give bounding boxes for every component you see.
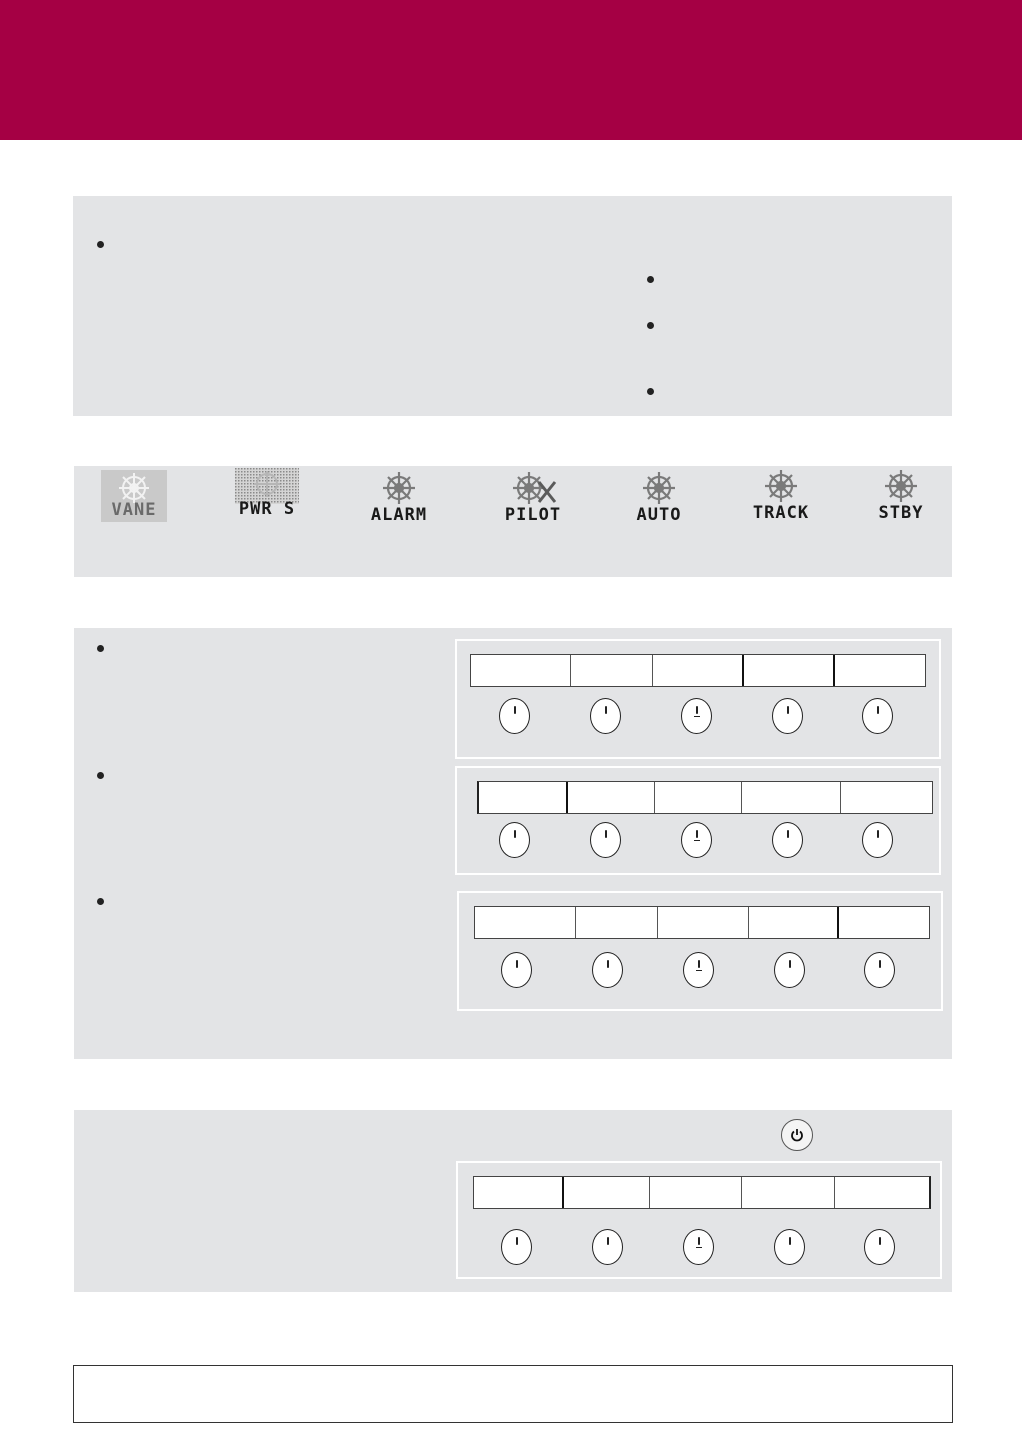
mode-icon-pwr-s — [234, 468, 300, 520]
rotary-knob-icon[interactable] — [681, 698, 712, 734]
rotary-knob-icon[interactable] — [864, 952, 895, 988]
softkey-segment — [835, 655, 925, 686]
rotary-knob-icon[interactable] — [499, 822, 530, 858]
rotary-knob-icon[interactable] — [862, 822, 893, 858]
softkey-segment — [475, 907, 576, 938]
softkey-segment — [479, 782, 568, 813]
rotary-knob-icon[interactable] — [501, 952, 532, 988]
softkey-segment — [576, 907, 658, 938]
bullet-marker — [647, 276, 654, 283]
info-panel — [73, 196, 952, 416]
softkey-segment — [474, 1177, 564, 1208]
mode-icon-stby — [866, 466, 936, 522]
softkey-segment — [653, 655, 744, 686]
softkey-segment — [655, 782, 742, 813]
keypad-diagram — [457, 891, 943, 1011]
keypad-panel — [74, 628, 952, 1059]
mode-label: PILOT — [504, 505, 562, 525]
softkey-segment — [658, 907, 749, 938]
mode-label: PWR S — [238, 499, 296, 519]
rotary-knob-icon[interactable] — [683, 952, 714, 988]
softkey-segment — [571, 655, 653, 686]
softkey-segment — [568, 782, 655, 813]
softkey-segment — [744, 655, 835, 686]
bullet-marker — [97, 645, 104, 652]
mode-label: VANE — [111, 500, 157, 520]
keypad-diagram — [456, 1161, 942, 1279]
rotary-knob-icon[interactable] — [592, 952, 623, 988]
mode-label: AUTO — [636, 505, 682, 525]
mode-label: ALARM — [370, 505, 428, 525]
mode-icon-vane — [100, 470, 168, 522]
mode-icon-auto — [624, 468, 694, 524]
rotary-knob-icon[interactable] — [774, 952, 805, 988]
softkey-bar — [474, 906, 930, 939]
rotary-knob-icon[interactable] — [862, 698, 893, 734]
header-band — [0, 0, 1022, 140]
rotary-knob-icon[interactable] — [590, 822, 621, 858]
helm-wheel-icon — [756, 466, 806, 506]
power-panel — [74, 1110, 952, 1292]
softkey-segment — [841, 782, 932, 813]
rotary-knob-icon[interactable] — [681, 822, 712, 858]
bullet-marker — [97, 241, 104, 248]
mode-label: STBY — [878, 503, 924, 523]
power-button[interactable] — [781, 1119, 813, 1151]
mode-icon-alarm — [364, 468, 434, 524]
mode-label: TRACK — [752, 503, 810, 523]
softkey-segment — [749, 907, 839, 938]
helm-wheel-crossed-icon — [503, 468, 563, 508]
rotary-knob-icon[interactable] — [501, 1229, 532, 1265]
softkey-segment — [742, 782, 841, 813]
softkey-segment — [835, 1177, 929, 1208]
mode-icons-panel — [74, 466, 952, 577]
bullet-marker — [97, 898, 104, 905]
bullet-marker — [647, 388, 654, 395]
rotary-knob-icon[interactable] — [772, 698, 803, 734]
power-icon — [790, 1128, 804, 1142]
rotary-knob-icon[interactable] — [590, 698, 621, 734]
helm-wheel-icon — [634, 468, 684, 508]
bullet-marker — [97, 772, 104, 779]
helm-wheel-icon — [876, 466, 926, 506]
rotary-knob-icon[interactable] — [592, 1229, 623, 1265]
footer-note-box — [73, 1365, 953, 1423]
softkey-segment — [742, 1177, 835, 1208]
rotary-knob-icon[interactable] — [864, 1229, 895, 1265]
bullet-marker — [647, 322, 654, 329]
rotary-knob-icon[interactable] — [772, 822, 803, 858]
softkey-segment — [650, 1177, 742, 1208]
keypad-diagram — [455, 639, 941, 759]
mode-icon-track — [744, 466, 818, 522]
keypad-diagram — [455, 766, 941, 875]
rotary-knob-icon[interactable] — [683, 1229, 714, 1265]
softkey-bar — [470, 654, 926, 687]
rotary-knob-icon[interactable] — [774, 1229, 805, 1265]
softkey-segment — [839, 907, 929, 938]
softkey-segment — [471, 655, 571, 686]
mode-icon-pilot — [498, 468, 568, 524]
softkey-segment — [564, 1177, 650, 1208]
softkey-bar — [477, 781, 933, 814]
rotary-knob-icon[interactable] — [499, 698, 530, 734]
softkey-bar — [473, 1176, 931, 1209]
helm-wheel-icon — [374, 468, 424, 508]
